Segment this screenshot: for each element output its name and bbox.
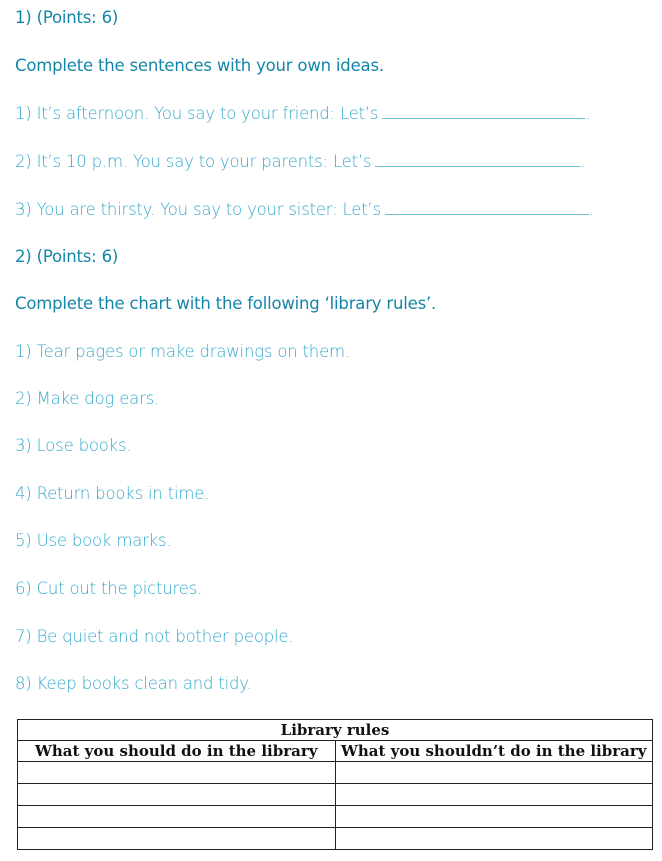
rule-item-5: 5) Use book marks. (15, 531, 172, 550)
rule-item-4: 4) Return books in time. (15, 484, 210, 503)
table-row (18, 828, 653, 850)
sentence-2 (15, 152, 585, 171)
shouldnt-cell[interactable] (335, 784, 653, 806)
table-row (18, 784, 653, 806)
sentence-text: 1) It’s afternoon. You say to your friend: Let’s (15, 104, 379, 123)
rule-item-1: 1) Tear pages or make drawings on them. (15, 342, 350, 361)
should-cell[interactable] (18, 828, 336, 850)
shouldnt-cell[interactable] (335, 828, 653, 850)
end-mark: . (585, 104, 591, 123)
column-header-shouldnt: What you shouldn’t do in the library (335, 741, 653, 762)
table-row (18, 762, 653, 784)
rule-item-3: 3) Lose books. (15, 436, 132, 455)
sentence-text: 3) You are thirsty. You say to your sister: Let’s (15, 200, 381, 219)
task1-instruction: Complete the sentences with your own ideas. (15, 56, 384, 75)
shouldnt-cell[interactable] (335, 806, 653, 828)
sentence-1 (15, 104, 590, 123)
end-mark: . (588, 200, 594, 219)
chart-title: Library rules (18, 720, 653, 741)
shouldnt-cell[interactable] (335, 762, 653, 784)
should-cell[interactable] (18, 762, 336, 784)
rule-item-6: 6) Cut out the pictures. (15, 579, 203, 598)
rule-item-2: 2) Make dog ears. (15, 389, 160, 408)
table-row (18, 806, 653, 828)
answer-blank[interactable] (385, 202, 589, 215)
task2-instruction: Complete the chart with the following ‘library rules’. (15, 294, 437, 313)
task1-header: 1) (Points: 6) (15, 8, 119, 27)
library-rules-chart (17, 719, 653, 850)
should-cell[interactable] (18, 784, 336, 806)
rule-item-7: 7) Be quiet and not bother people. (15, 627, 294, 646)
sentence-3 (15, 200, 594, 219)
task2-header: 2) (Points: 6) (15, 247, 119, 266)
answer-blank[interactable] (375, 154, 580, 167)
end-mark: . (580, 152, 586, 171)
should-cell[interactable] (18, 806, 336, 828)
rule-item-8: 8) Keep books clean and tidy. (15, 674, 252, 693)
sentence-text: 2) It’s 10 p.m. You say to your parents: Let’s (15, 152, 372, 171)
column-header-should: What you should do in the library (18, 741, 336, 762)
answer-blank[interactable] (382, 106, 585, 119)
